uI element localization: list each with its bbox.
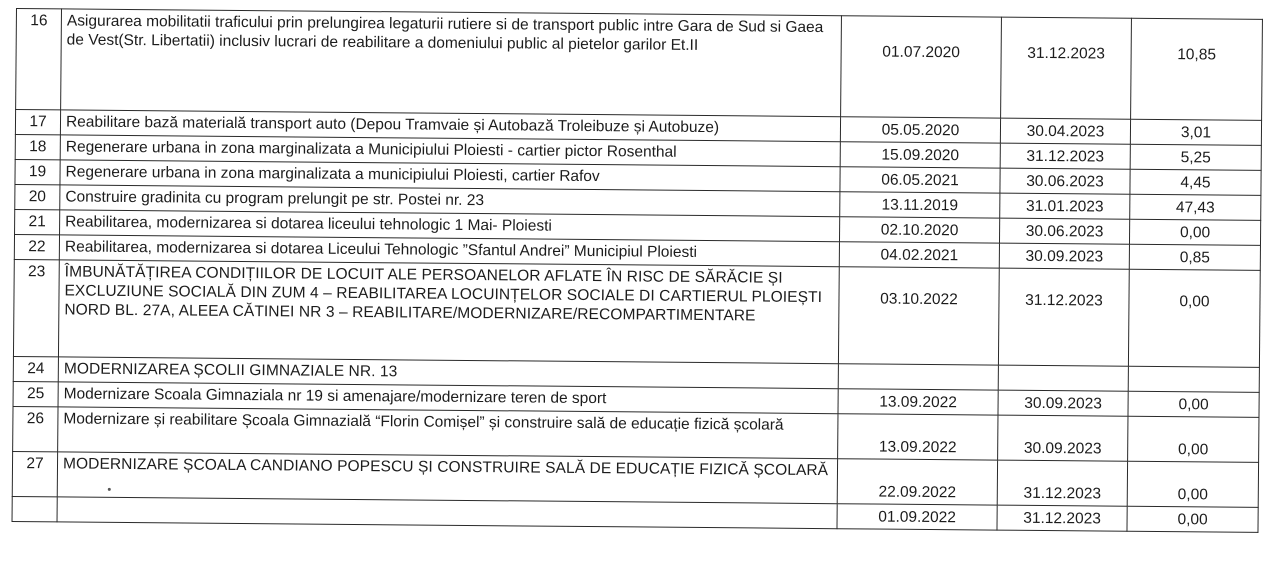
row-number: 20 [15,184,60,209]
project-description: Construire gradinita cu program prelungit pe str. Postei nr. 23 [60,185,840,217]
row-number: 16 [16,9,62,110]
start-date [838,364,998,390]
end-date: 31.01.2023 [1000,193,1130,219]
row-number: 17 [15,110,60,135]
start-date: 13.09.2022 [838,389,998,415]
value-cell: 0,00 [1128,391,1259,417]
start-date: 13.09.2022 [838,414,998,460]
start-date: 15.09.2020 [840,142,1000,168]
start-date: 02.10.2020 [839,217,999,243]
ink-speck [108,488,111,491]
start-date: 06.05.2021 [840,167,1000,193]
row-number: 23 [13,259,59,356]
row-number: 21 [15,209,60,234]
end-date: 31.12.2023 [1001,17,1132,119]
start-date: 01.07.2020 [841,16,1002,118]
end-date [998,365,1128,391]
value-cell: 5,25 [1130,144,1261,170]
end-date: 30.09.2023 [998,415,1128,461]
value-cell: 0,00 [1128,416,1259,462]
end-date: 30.06.2023 [999,218,1129,244]
start-date: 13.11.2019 [840,192,1000,218]
start-date: 05.05.2020 [840,117,1000,143]
project-description: MODERNIZAREA ȘCOLII GIMNAZIALE NR. 13 [58,357,838,389]
row-number: 26 [13,406,58,451]
value-cell: 0,00 [1128,269,1260,367]
end-date: 31.12.2023 [997,505,1127,531]
project-description: Reabilitare bază materială transport auto (Depou Tramvaie și Autobază Troleibuze și Autobuze) [60,110,840,142]
project-description: Modernizare și reabilitare Școala Gimnazială “Florin Comișel” și construire sală de educație fizică școlară [58,407,838,459]
table-row [16,9,1263,121]
end-date: 30.04.2023 [1000,118,1130,144]
end-date: 31.12.2023 [1000,143,1130,169]
project-description [57,452,837,504]
row-number [12,496,57,521]
row-number: 24 [13,356,58,381]
projects-table [12,8,1263,533]
start-date: 01.09.2022 [837,504,997,530]
project-description: Regenerare urbana in zona marginalizata a municipiului Ploiesti, cartier Rafov [60,160,840,192]
row-number: 18 [15,134,60,159]
value-cell: 0,00 [1129,219,1260,245]
document-page [12,8,1262,533]
start-date: 22.09.2022 [837,459,997,505]
row-number: 22 [14,234,59,259]
value-cell: 47,43 [1130,194,1261,220]
row-number: 19 [15,159,60,184]
end-date: 31.12.2023 [998,268,1129,366]
project-description: ÎMBUNĂTĂȚIREA CONDIȚIILOR DE LOCUIT ALE PERSOANELOR AFLATE ÎN RISC DE SĂRĂCIE ȘI EXCLUZIUNE SOCIALĂ DIN ZUM 4 – REABILITAREA LOCUINȚELOR SOCIALE DI CARTIERUL PLOIEȘTI NORD BL. 27A, ALEEA CĂTINEI NR 3 – REABILITARE/MODERNIZARE/RECOMPARTIMENTARE [58,260,839,364]
value-cell: 0,00 [1127,506,1258,532]
start-date: 03.10.2022 [838,267,999,365]
row-number: 25 [13,381,58,406]
end-date: 30.06.2023 [1000,168,1130,194]
project-description: Regenerare urbana in zona marginalizata a Municipiului Ploiesti - cartier pictor Rosenthal [60,135,840,167]
value-cell: 0,85 [1129,244,1260,270]
project-description: Reabilitarea, modernizarea si dotarea liceului tehnologic 1 Mai- Ploiesti [60,210,840,242]
end-date: 30.09.2023 [998,390,1128,416]
start-date: 04.02.2021 [839,242,999,268]
project-description: Modernizare Scoala Gimnaziala nr 19 si amenajare/modernizare teren de sport [58,382,838,414]
value-cell: 4,45 [1130,169,1261,195]
project-description: Reabilitarea, modernizarea si dotarea Liceului Tehnologic ”Sfantul Andrei” Municipiul Ploiesti [59,235,839,267]
end-date: 30.09.2023 [999,243,1129,269]
end-date: 31.12.2023 [997,460,1127,506]
value-cell [1128,366,1259,392]
value-cell: 3,01 [1130,119,1261,145]
table-row [13,259,1260,367]
value-cell: 0,00 [1127,461,1258,507]
project-description: Asigurarea mobilitatii traficului prin prelungirea legaturii rutiere si de transport public intre Gara de Sud si Gaea de Vest(Str. Libertatii) inclusiv lucrari de reabilitare a domeniului public al pietelor garilor Et.II [61,9,842,117]
row-number: 27 [12,451,57,496]
project-description-text: MODERNIZARE ȘCOALA CANDIANO POPESCU ȘI CONSTRUIRE SALĂ DE EDUCAȚIE FIZICĂ ȘCOLARĂ [62,455,829,480]
value-cell: 10,85 [1131,18,1263,120]
